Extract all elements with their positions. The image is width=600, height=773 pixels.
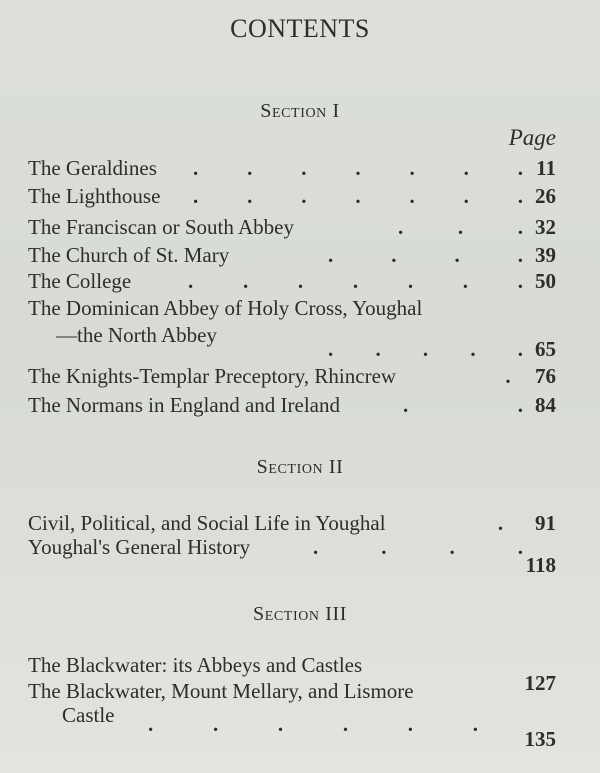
entry-page-number: 84 (535, 393, 556, 417)
toc-entry-knights-templar (28, 361, 556, 391)
toc-entry-college (28, 266, 556, 296)
entry-page-number: 50 (535, 269, 556, 293)
dot-leader: . . . . . . . (193, 184, 523, 208)
entry-title: Civil, Political, and Social Life in Youghal (28, 511, 386, 535)
dot-leader: . . . . (313, 535, 523, 559)
entry-page-number-youghal-general-history: 118 (525, 553, 556, 577)
entry-page-number: 76 (535, 364, 556, 388)
entry-page-number: 91 (535, 511, 556, 535)
toc-entry-normans (28, 390, 556, 420)
dot-leader: . (505, 364, 511, 388)
toc-entry-blackwater-mount-mellary-continued: Castle (62, 703, 115, 727)
entry-title: The Dominican Abbey of Holy Cross, Youghal (28, 296, 423, 320)
toc-entry-dominican-abbey-continued: —the North Abbey (56, 323, 217, 347)
toc-entry-geraldines (28, 153, 556, 183)
section-heading-3: Section III (252, 603, 348, 625)
toc-entry-blackwater-mount-mellary-dots (28, 709, 556, 739)
entry-title: The Knights-Templar Preceptory, Rhincrew (28, 364, 397, 388)
section-heading-2: Section II (256, 456, 344, 478)
entry-page-number: 39 (535, 243, 556, 267)
dot-leader: . . . (398, 215, 523, 239)
entry-title: The Blackwater: its Abbeys and Castles (28, 653, 363, 677)
dot-leader: . . . . (328, 243, 523, 267)
entry-title: The Lighthouse (28, 184, 161, 208)
entry-page-number: 32 (535, 215, 556, 239)
entry-title: The Church of St. Mary (28, 243, 230, 267)
entry-page-number: 11 (536, 156, 556, 180)
entry-page-number-blackwater-abbeys-castles: 127 (524, 671, 556, 695)
dot-leader: . (497, 511, 504, 535)
dot-leader: . . . . . . . (188, 269, 523, 293)
page-column-label: Page (508, 125, 556, 150)
section-heading-1: Section I (260, 100, 340, 122)
toc-entry-youghal-general-history (28, 532, 556, 562)
entry-page-number: 65 (535, 337, 556, 361)
entry-title: The Franciscan or South Abbey (28, 215, 294, 239)
toc-entry-lighthouse (28, 181, 556, 211)
toc-entry-franciscan-abbey (28, 212, 556, 242)
page-title: CONTENTS (230, 14, 370, 43)
entry-title: Youghal's General History (28, 535, 251, 559)
entry-title: The College (28, 269, 132, 293)
entry-title: The Geraldines (28, 156, 157, 180)
dot-leader: . . (403, 393, 523, 417)
entry-title: The Blackwater, Mount Mellary, and Lismore (28, 679, 414, 703)
entry-title: The Normans in England and Ireland (28, 393, 340, 417)
dot-leader: . . . . . . (148, 712, 478, 736)
dot-leader: . . . . . (328, 337, 523, 361)
entry-page-number: 26 (535, 184, 556, 208)
entry-page-number-blackwater-mount-mellary: 135 (524, 727, 556, 751)
toc-entry-dominican-abbey-page-row (28, 334, 556, 364)
dot-leader: . . . . . . . (193, 156, 523, 180)
toc-entry-dominican-abbey (28, 293, 556, 323)
